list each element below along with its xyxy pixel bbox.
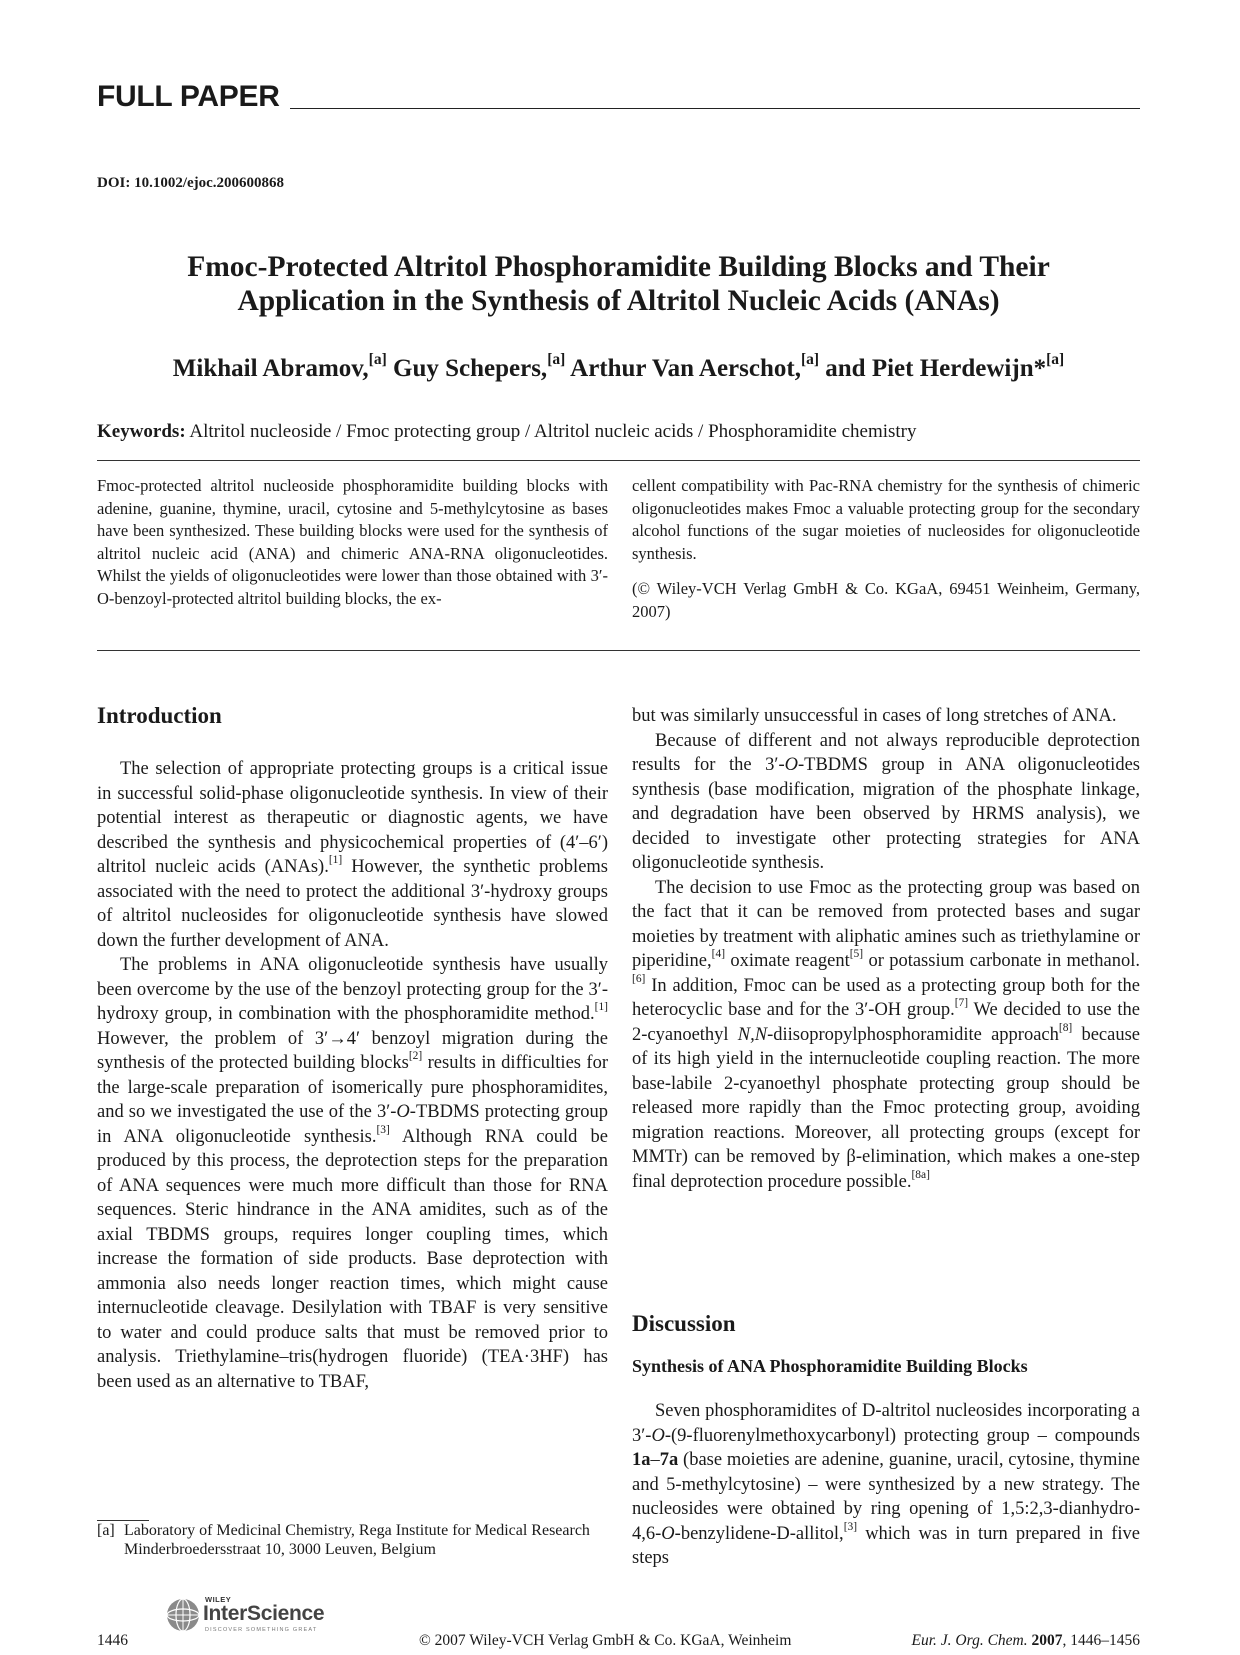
discussion-paragraph-1: Seven phosphoramidites of D-altritol nucleosides incorporating a 3′-O-(9-fluorenylmethoxycarbonyl) protecting group – compounds 1a–7a (base moieties are adenine, guanine, uracil, cytosine, thymine and 5-methylcytosine) – were synthesized by a new strategy. The nucleosides were obtained by ring opening of 1,5:2,3-dianhydro-4,6-O-benzylidene-D-allitol,[3] which was in turn prepared in five steps xyxy=(632,1401,1140,1568)
citation-ref[interactable]: [5] xyxy=(849,948,864,961)
italic-run: N,N xyxy=(737,1024,768,1045)
paper-title xyxy=(97,250,1140,318)
abstract-copyright: (© Wiley-VCH Verlag GmbH & Co. KGaA, 69451 Weinheim, Germany, 2007) xyxy=(632,579,1140,621)
footnote-mark: [a] xyxy=(97,1522,115,1539)
citation-ref[interactable]: [3] xyxy=(376,1123,390,1136)
citation-ref[interactable]: [7] xyxy=(954,997,969,1010)
intro-paragraph-2: The problems in ANA oligonucleotide synthesis have usually been overcome by the use of the benzoyl protecting group for the 3′-hydroxy group, in combination with the phosphoramidite method.[1] However, the problem of 3′→4′ benzoyl migration during the synthesis of the protected building blocks[2] results in difficulties for the large-scale preparation of isomerically pure phosphoramidites, and so we investigated the use of the 3′-O-TBDMS protecting group in ANA oligonucleotide synthesis.[3] Although RNA could be produced by this process, the deprotection steps for the preparation of ANA sequences were much more difficult than those for RNA sequences. Steric hindrance in the ANA amidites, such as of the axial TBDMS groups, requires longer coupling times, which increase the formation of side products. Base deprotection with ammonia also needs longer reaction times, which might cause internucleotide cleavage. Desilylation with TBAF is very sensitive to water and could produce salts that must be removed prior to analysis. Triethylamine–tris(hydrogen fluoride) (TEA·3HF) has been used as an alternative to TBAF, xyxy=(97,955,608,1392)
intro-paragraph-4: The decision to use Fmoc as the protecting group was based on the fact that it can be removed from protected bases and sugar moieties by treatment with aliphatic amines such as triethylamine or piperidine,[4] oximate reagent[5] or potassium carbonate in methanol.[6] In addition, Fmoc can be used as a protecting group both for the heterocyclic base and for the 3′-OH group.[7] We decided to use the 2-cyanoethyl N,N-diisopropylphosphoramidite approach[8] because of its high yield in the internucleotide coupling reaction. The more base-labile 2-cyanoethyl phosphate protecting group should be released more rapidly than the Fmoc protecting group, avoiding migration reactions. Moreover, all protecting groups (except for MMTr) can be removed by β-elimination, which makes a one-step final deprotection procedure possible.[8a] xyxy=(632,877,1140,1192)
keywords xyxy=(97,421,1140,443)
abstract-right xyxy=(632,475,1140,636)
citation-ref[interactable]: [3] xyxy=(843,1520,858,1533)
author-name: and Piet Herdewijn* xyxy=(819,355,1047,382)
footnote-address: Minderbroedersstraat 10, 3000 Leuven, Belgium xyxy=(124,1540,436,1558)
author-name: Guy Schepers, xyxy=(386,355,548,382)
journal-name: Eur. J. Org. Chem. xyxy=(911,1632,1028,1649)
keywords-label: Keywords: xyxy=(97,421,186,442)
intro-paragraph-1: The selection of appropriate protecting groups is a critical issue in successful solid-phase oligonucleotide synthesis. In view of their potential interest as therapeutic or diagnostic agents, we have described the synthesis and physicochemical properties of (4′–6′) altritol nucleic acids (ANAs).[1] However, the synthetic problems associated with the need to protect the additional 3′-hydroxy groups of altritol nucleosides for oligonucleotide synthesis have slowed down the further development of ANA. xyxy=(97,759,608,951)
header-rule xyxy=(290,108,1140,109)
intro-paragraph-3: Because of different and not always reproducible deprotection results for the 3′-O-TBDMS group in ANA oligonucleotides synthesis (base modification, migration of the phosphate linkage, and degradation have been observed by HRMS analysis), we decided to investigate other protecting strategies for ANA oligonucleotide synthesis. xyxy=(632,730,1140,873)
right-column-text xyxy=(632,704,1140,1194)
section-label: FULL PAPER xyxy=(97,80,280,113)
doi[interactable]: DOI: 10.1002/ejoc.200600868 xyxy=(97,175,285,191)
citation-ref[interactable]: [1] xyxy=(328,854,343,867)
journal-citation xyxy=(912,1632,1140,1650)
citation-ref[interactable]: [4] xyxy=(711,948,726,961)
author-name: Mikhail Abramov, xyxy=(172,355,369,382)
logo-brand: WILEY xyxy=(205,1595,232,1604)
title-line-1: Fmoc-Protected Altritol Phosphoramidite Building Blocks and Their xyxy=(187,251,1050,283)
intro-paragraph-2-continued: but was similarly unsuccessful in cases of long stretches of ANA. xyxy=(632,706,1117,726)
interscience-logo xyxy=(165,1594,335,1636)
abstract-top-rule xyxy=(97,460,1140,461)
introduction-heading: Introduction xyxy=(97,703,222,728)
italic-run: O xyxy=(661,1523,675,1544)
left-column-text xyxy=(97,757,608,1394)
citation-ref[interactable]: [8a] xyxy=(911,1168,930,1181)
author-name: Arthur Van Aerschot, xyxy=(565,355,801,382)
compound-number: 1a xyxy=(632,1450,651,1470)
affiliation-mark: [a] xyxy=(1046,351,1065,369)
abstract-bottom-rule xyxy=(97,650,1140,651)
page-number: 1446 xyxy=(97,1632,128,1649)
affiliation-mark: [a] xyxy=(800,351,820,369)
citation-ref[interactable]: [1] xyxy=(594,1001,608,1014)
footnote-institute: Laboratory of Medicinal Chemistry, Rega Institute for Medical Research xyxy=(124,1522,590,1539)
affiliation-mark: [a] xyxy=(368,351,387,369)
footnote-rule xyxy=(97,1520,149,1521)
footer-copyright: © 2007 Wiley-VCH Verlag GmbH & Co. KGaA, Weinheim xyxy=(419,1632,792,1649)
italic-run: O xyxy=(396,1102,410,1122)
journal-pages: , 1446–1456 xyxy=(1062,1632,1140,1649)
affiliation-footnote xyxy=(97,1522,608,1559)
discussion-heading: Discussion xyxy=(632,1311,736,1336)
title-line-2: Application in the Synthesis of Altritol Nucleic Acids (ANAs) xyxy=(237,285,1000,317)
italic-run: O xyxy=(651,1425,665,1446)
compound-number: 7a xyxy=(659,1450,679,1470)
logo-name: InterScience xyxy=(203,1602,325,1625)
journal-year: 2007 xyxy=(1031,1632,1063,1649)
abstract-left: Fmoc-protected altritol nucleoside phosphoramidite building blocks with adenine, guanine, thymine, uracil, cytosine and 5-methylcytosine as bases have been synthesized. These building blocks were used for the synthesis of altritol nucleic acid (ANA) and chimeric ANA-RNA oligonucleotides. Whilst the yields of oligonucleotides were lower than those obtained with 3′-O-benzoyl-protected altritol building blocks, the ex- xyxy=(97,476,608,608)
discussion-subheading: Synthesis of ANA Phosphoramidite Building Blocks xyxy=(632,1356,1028,1376)
logo-tagline: DISCOVER SOMETHING GREAT xyxy=(205,1627,318,1633)
abstract-right-text: cellent compatibility with Pac-RNA chemistry for the synthesis of chimeric oligonucleotides makes Fmoc a valuable protecting group for the secondary alcohol functions of the sugar moieties of nucleosides for oligonucleotide synthesis. xyxy=(632,476,1140,563)
keywords-text: Altritol nucleoside / Fmoc protecting group / Altritol nucleic acids / Phosphoramidite chemistry xyxy=(185,421,917,442)
italic-run: O xyxy=(784,755,798,775)
author-list xyxy=(97,353,1140,385)
discussion-text xyxy=(632,1399,1140,1571)
globe-icon xyxy=(165,1597,201,1633)
citation-ref[interactable]: [6] xyxy=(632,972,646,985)
citation-ref[interactable]: [8] xyxy=(1058,1021,1073,1034)
citation-ref[interactable]: [2] xyxy=(408,1050,423,1063)
affiliation-mark: [a] xyxy=(547,351,566,369)
